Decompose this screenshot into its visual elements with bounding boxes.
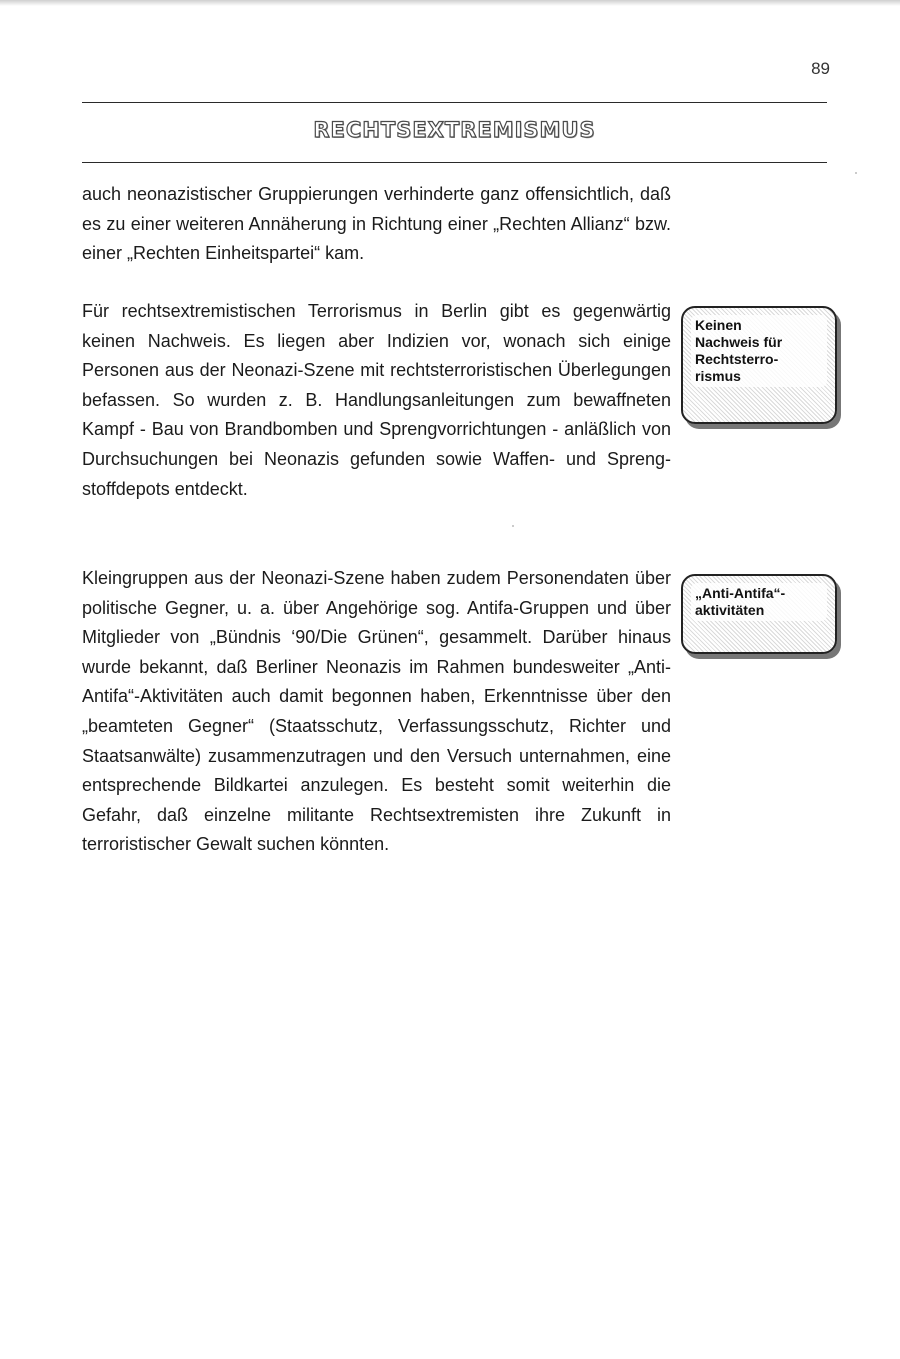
body-paragraph-1: auch neonazistischer Gruppierungen verhinderte ganz offensichtlich, daß es zu einer weiteren Annäherung in Richtung einer „Rechten Allianz“ bzw. einer „Rechten Einheitspartei“ kam. (82, 184, 671, 264)
page-number: 89 (811, 59, 830, 78)
running-header-title: RECHTSEXTREMISMUS (313, 118, 596, 142)
margin-note-keinen-nachweis (681, 306, 837, 424)
body-paragraph-3: Kleingruppen aus der Neonazi-Szene haben zudem Personendaten über politische Gegner, u. a. über Angehörige sog. Antifa-Gruppen und über Mitglieder von „Bündnis ‘90/Die Grünen“, gesammelt. Darüber hinaus wurde bekannt, daß Berliner Neonazis im Rahmen bundesweiter „Anti-Antifa“-Aktivitäten auch damit begonnen haben, Erkenntnisse über den „beamteten Gegner“ (Staatsschutz, Verfassungsschutz, Richter und Staatsanwälte) zusammenzutragen und den Versuch unternahmen, eine entsprechende Bildkartei anzulegen. Es besteht somit weiterhin die Gefahr, daß einzelne militante Rechtsextremisten ihre Zukunft in terroristischer Gewalt suchen könnten. (82, 568, 671, 855)
header-rule-top (82, 102, 827, 103)
body-paragraph-2: Für rechtsextremistischen Terrorismus in Berlin gibt es gegenwärtig keinen Nachweis. Es liegen aber Indizien vor, wonach sich einige Personen aus der Neonazi-Szene mit rechtsterroristischen Überlegungen befassen. So wurden z. B. Handlungsanleitungen zum bewaffneten Kampf - Bau von Brandbomben und Sprengvorrichtungen - anläßlich von Durchsuchungen bei Neonazis gefunden sowie Waffen- und Sprengstoffdepots entdeckt. (82, 301, 671, 499)
header-rule-bottom (82, 162, 827, 163)
scan-top-edge (0, 0, 900, 6)
margin-note-anti-antifa (681, 574, 837, 654)
margin-note-text: Keinen Nachweis für Rechtsterro- rismus (695, 317, 783, 384)
scan-speck (855, 172, 857, 174)
margin-note-text: „Anti-Antifa“- aktivitäten (695, 585, 786, 618)
scan-speck (512, 525, 514, 527)
margin-note-inner (691, 315, 827, 387)
margin-note-inner (691, 583, 827, 621)
